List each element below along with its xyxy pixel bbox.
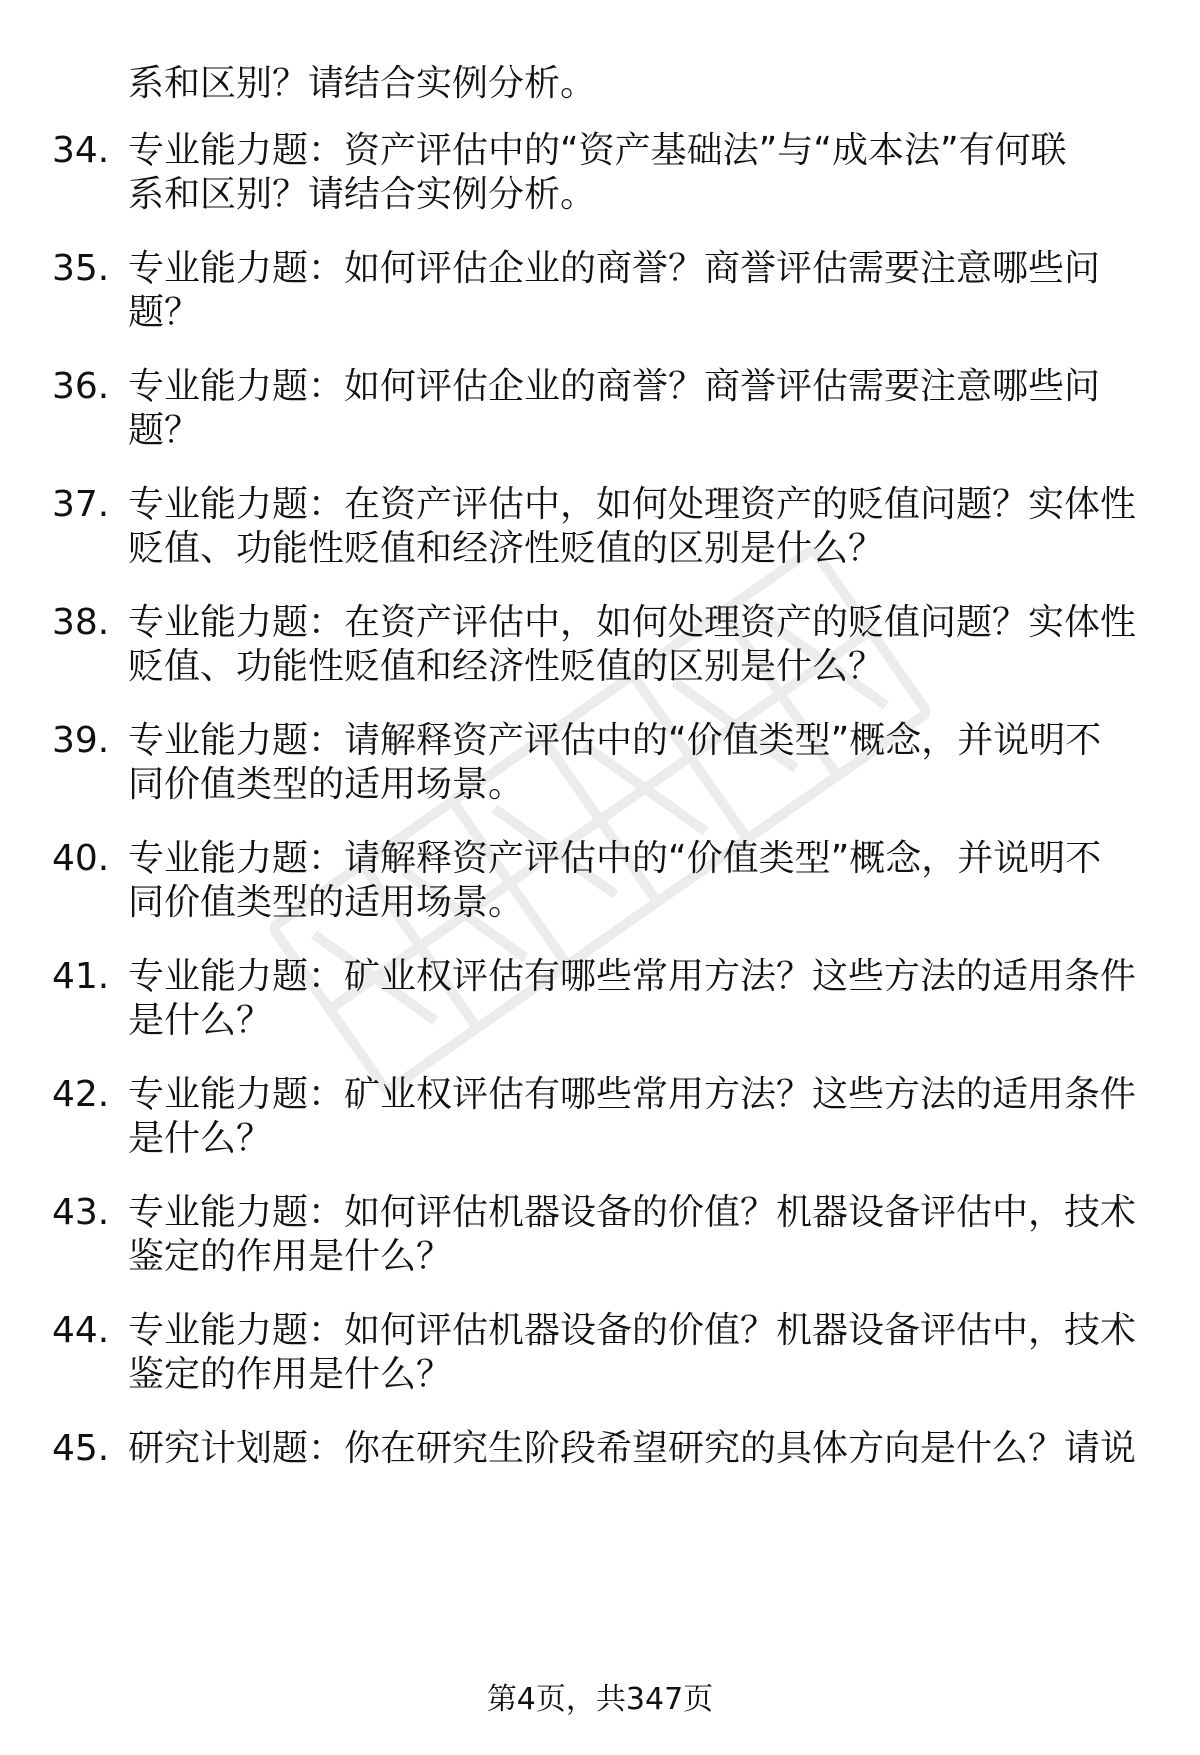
question-number: 40. (52, 838, 110, 879)
question-line: 专业能力题：请解释资产评估中的“价值类型”概念，并说明不 (128, 720, 1102, 761)
question-text (128, 837, 1138, 925)
question-line: 研究计划题：你在研究生阶段希望研究的具体方向是什么？请说 (128, 1428, 1137, 1469)
question-line: 同价值类型的适用场景。 (128, 764, 525, 805)
question-number: 44. (52, 1310, 110, 1351)
question-line: 贬值、功能性贬值和经济性贬值的区别是什么？ (128, 528, 885, 569)
question-text (128, 719, 1138, 807)
question-number: 37. (52, 484, 110, 525)
question-line: 贬值、功能性贬值和经济性贬值的区别是什么？ (128, 646, 885, 687)
question-number: 34. (52, 130, 110, 171)
continuation-line: 系和区别？请结合实例分析。 (128, 63, 597, 104)
question-line: 专业能力题：在资产评估中，如何处理资产的贬值问题？实体性 (128, 602, 1137, 643)
page-footer: 第4页，共347页 (486, 1682, 714, 1717)
question-number: 45. (52, 1428, 110, 1469)
question-line: 专业能力题：如何评估企业的商誉？商誉评估需要注意哪些问 (128, 248, 1101, 289)
question-line: 鉴定的作用是什么？ (128, 1354, 453, 1395)
question-line: 专业能力题：资产评估中的“资产基础法”与“成本法”有何联 (128, 130, 1067, 171)
question-line: 题？ (128, 410, 201, 451)
question-text (128, 955, 1138, 1043)
question-text (128, 129, 1138, 217)
question-line: 同价值类型的适用场景。 (128, 882, 525, 923)
question-line: 专业能力题：如何评估机器设备的价值？机器设备评估中，技术 (128, 1310, 1137, 1351)
question-line: 专业能力题：矿业权评估有哪些常用方法？这些方法的适用条件 (128, 1074, 1137, 1115)
question-number: 36. (52, 366, 110, 407)
question-line: 题？ (128, 292, 201, 333)
question-line: 专业能力题：矿业权评估有哪些常用方法？这些方法的适用条件 (128, 956, 1137, 997)
question-number: 42. (52, 1074, 110, 1115)
question-number: 39. (52, 720, 110, 761)
question-text (128, 1427, 1138, 1471)
question-line: 是什么？ (128, 1118, 273, 1159)
question-text (128, 1191, 1138, 1279)
question-line: 专业能力题：如何评估企业的商誉？商誉评估需要注意哪些问 (128, 366, 1101, 407)
question-text (128, 483, 1138, 571)
question-number: 35. (52, 248, 110, 289)
question-number: 38. (52, 602, 110, 643)
question-number: 43. (52, 1192, 110, 1233)
question-text (128, 365, 1138, 453)
question-line: 鉴定的作用是什么？ (128, 1236, 453, 1277)
question-line: 专业能力题：请解释资产评估中的“价值类型”概念，并说明不 (128, 838, 1102, 879)
question-text (128, 601, 1138, 689)
question-line: 专业能力题：如何评估机器设备的价值？机器设备评估中，技术 (128, 1192, 1137, 1233)
question-line: 是什么？ (128, 1000, 273, 1041)
question-text (128, 247, 1138, 335)
question-text (128, 1073, 1138, 1161)
question-line: 专业能力题：在资产评估中，如何处理资产的贬值问题？实体性 (128, 484, 1137, 525)
question-line: 系和区别？请结合实例分析。 (128, 174, 597, 215)
question-text (128, 1309, 1138, 1397)
question-number: 41. (52, 956, 110, 997)
